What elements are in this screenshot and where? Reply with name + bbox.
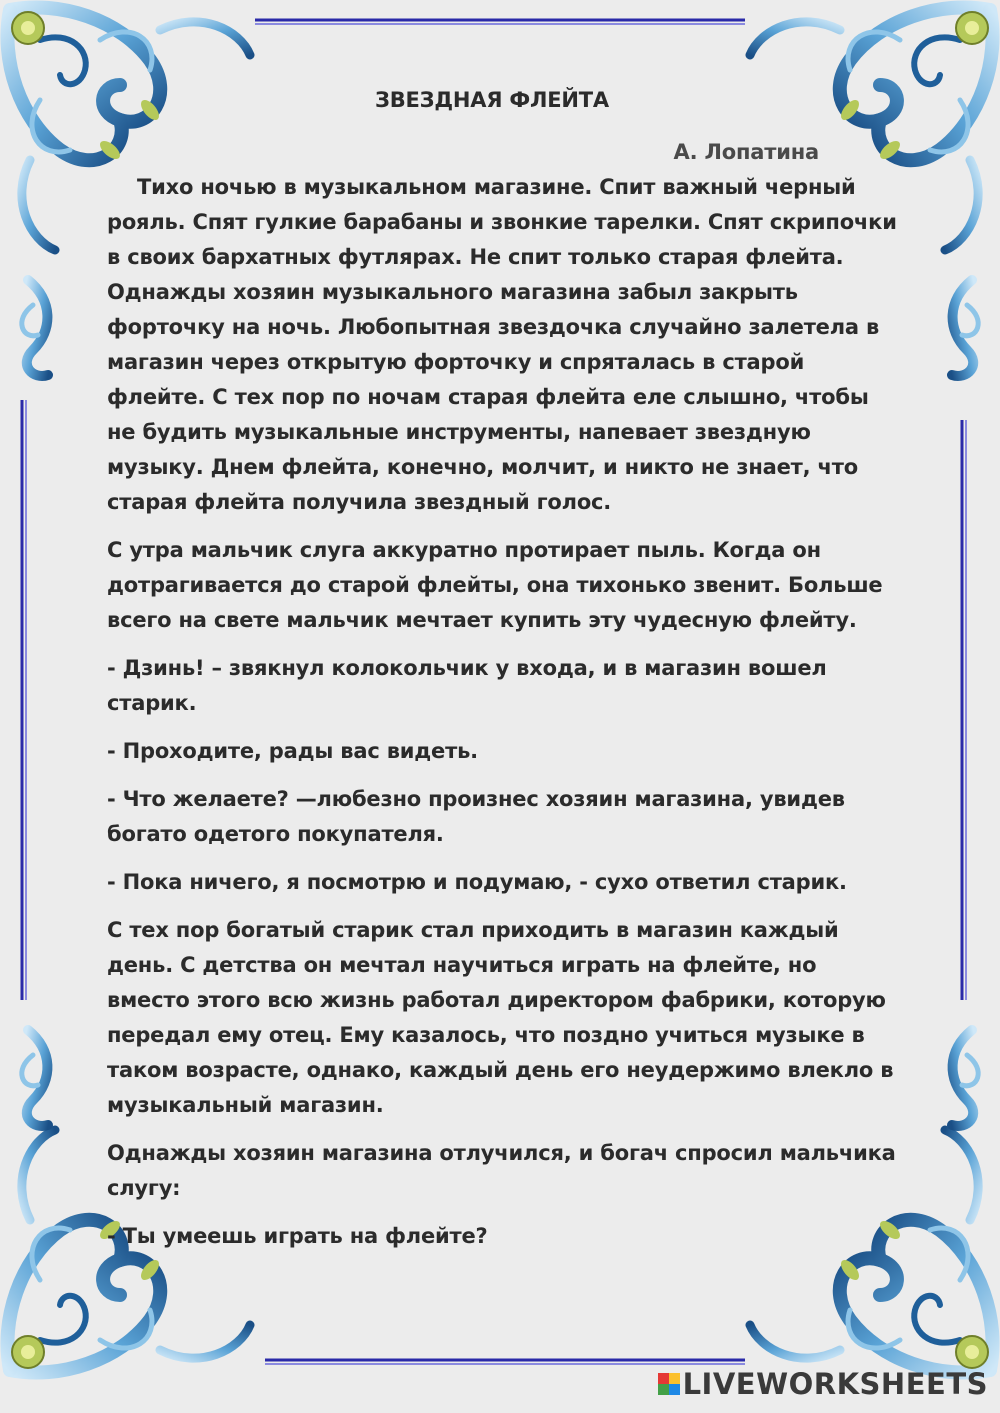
- brand-name: LIVEWORKSHEETS: [682, 1367, 988, 1401]
- paragraph: Тихо ночью в музыкальном магазине. Спит важный черный рояль. Спят гулкие барабаны и звонкие тарелки. Спят скрипочки в своих бархатных футлярах. Не спит только старая флейта. Однажды хозяин музыкального магазина забыл закрыть форточку на ночь. Любопытная звездочка случайно залетела в магазин через открытую форточку и спряталась в старой флейте. С тех пор по ночам старая флейта еле слышно, чтобы не будить музыкальные инструменты, напевает звездную музыку. Днем флейта, конечно, молчит, и никто не знает, что старая флейта получила звездный голос.: [107, 175, 897, 514]
- page-title: ЗВЕЗДНАЯ ФЛЕЙТА: [375, 88, 609, 112]
- paragraph: С тех пор богатый старик стал приходить в магазин каждый день. С детства он мечтал научиться играть на флейте, но вместо этого всю жизнь работал директором фабрики, которую передал ему отец. Ему казалось, что поздно учиться музыке в таком возрасте, однако, каждый день его неудержимо влекло в музыкальный магазин.: [107, 918, 894, 1117]
- paragraph: - Ты умеешь играть на флейте?: [107, 1224, 488, 1248]
- liveworksheets-logo-icon: [658, 1373, 680, 1395]
- paragraph: - Пока ничего, я посмотрю и подумаю, - сухо ответил старик.: [107, 870, 847, 894]
- paragraph: Однажды хозяин магазина отлучился, и богач спросил мальчика слугу:: [107, 1141, 896, 1200]
- paragraph: - Что желаете? —любезно произнес хозяин магазина, увидев богато одетого покупателя.: [107, 787, 845, 846]
- logo-square: [669, 1384, 680, 1395]
- story-text: [107, 84, 897, 1267]
- liveworksheets-brand[interactable]: [658, 1367, 988, 1401]
- author-name: А. Лопатина: [673, 140, 819, 164]
- logo-square: [669, 1373, 680, 1384]
- paragraph: - Проходите, рады вас видеть.: [107, 739, 478, 763]
- paragraph: - Дзинь! – звякнул колокольчик у входа, и в магазин вошел старик.: [107, 656, 827, 715]
- logo-square: [658, 1384, 669, 1395]
- logo-square: [658, 1373, 669, 1384]
- paragraph: С утра мальчик слуга аккуратно протирает пыль. Когда он дотрагивается до старой флейты, она тихонько звенит. Больше всего на свете мальчик мечтает купить эту чудесную флейту.: [107, 538, 883, 632]
